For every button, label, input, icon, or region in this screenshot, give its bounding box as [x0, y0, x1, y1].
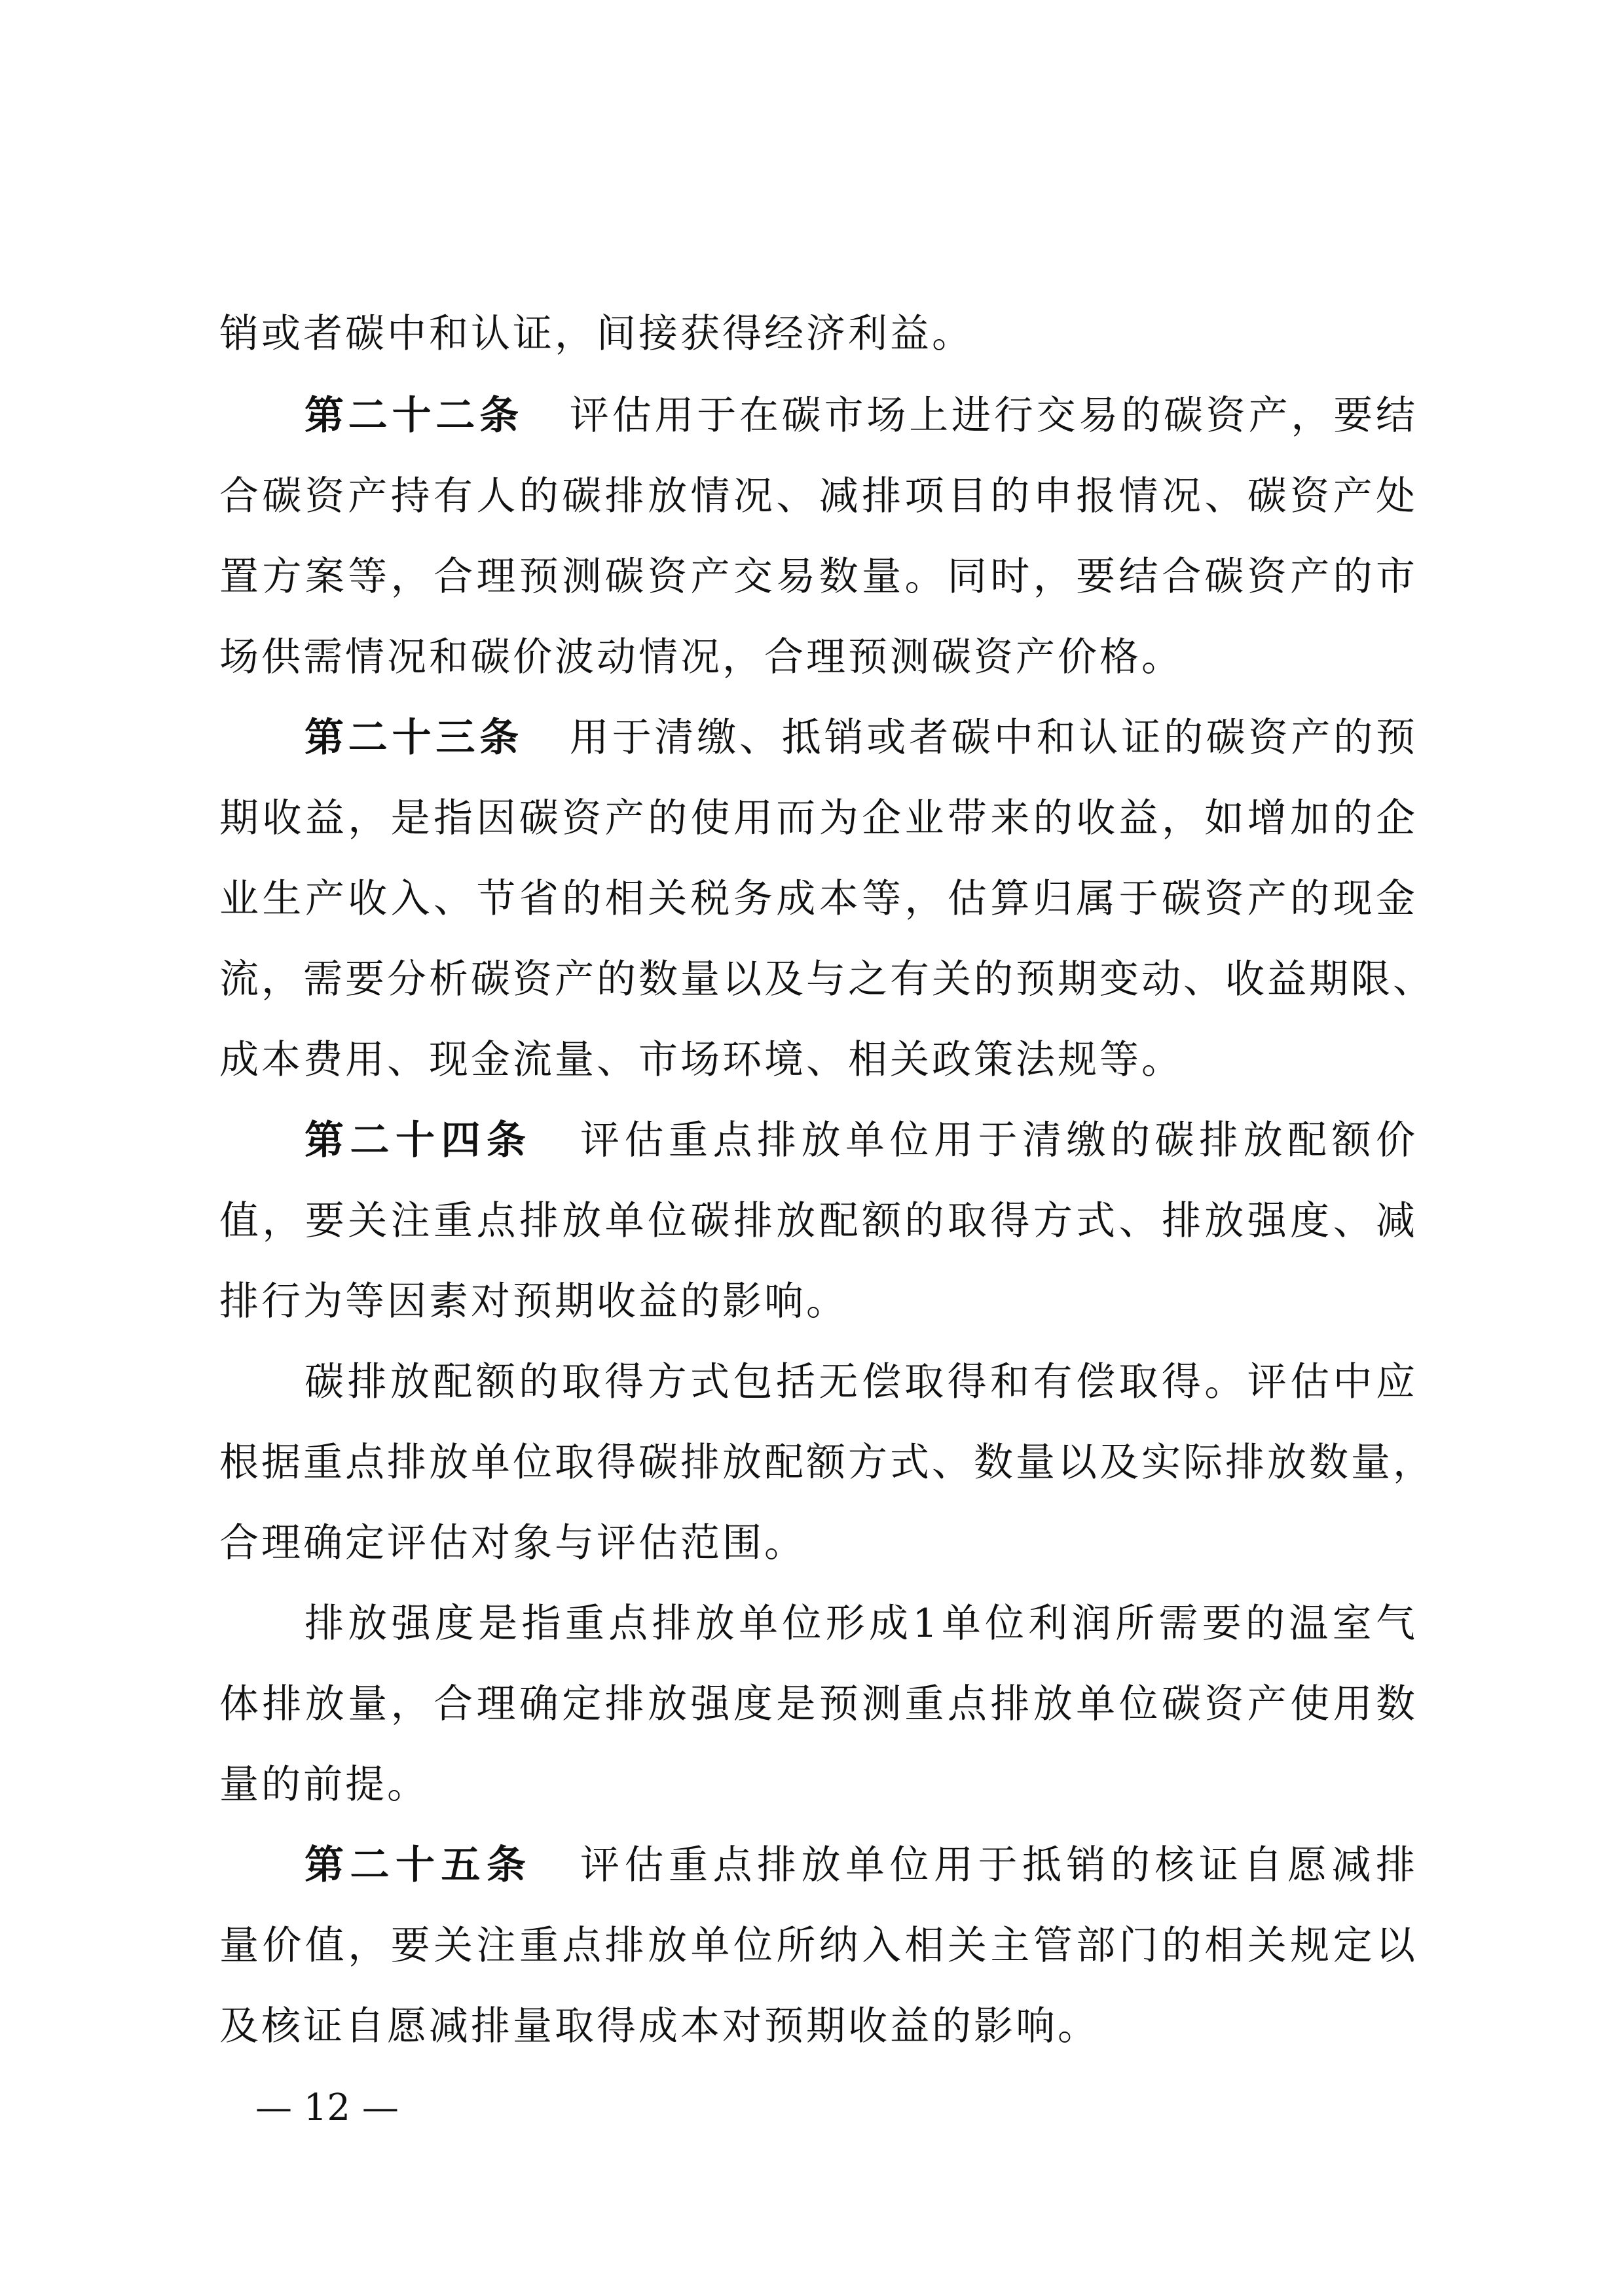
text-line: 量的前提。 — [219, 1762, 429, 1808]
page-number: — 12 — — [255, 2086, 399, 2129]
text-line: 根据重点排放单位取得碳排放配额方式、数量以及实际排放数量， — [219, 1440, 1435, 1485]
text-line: 排放强度是指重点排放单位形成1单位利润所需要的温室气 — [304, 1601, 1418, 1647]
article-25-first-line — [304, 1839, 1418, 1891]
text-line: 期收益，是指因碳资产的使用而为企业带来的收益，如增加的企 — [219, 795, 1418, 841]
article-number: 第二十二条 — [304, 393, 523, 439]
text-line: 置方案等，合理预测碳资产交易数量。同时，要结合碳资产的市 — [219, 554, 1418, 600]
text-line: 流，需要分析碳资产的数量以及与之有关的预期变动、收益期限、 — [219, 957, 1435, 1002]
text-line: 碳排放配额的取得方式包括无偿取得和有偿取得。评估中应 — [304, 1359, 1418, 1405]
text-line: 场供需情况和碳价波动情况，合理预测碳资产价格。 — [219, 634, 1183, 680]
text-line: 成本费用、现金流量、市场环境、相关政策法规等。 — [219, 1037, 1183, 1083]
text-line: 量价值，要关注重点排放单位所纳入相关主管部门的相关规定以 — [219, 1923, 1418, 1969]
text-line: 值，要关注重点排放单位碳排放配额的取得方式、排放强度、减 — [219, 1198, 1418, 1244]
text-line: 体排放量，合理确定排放强度是预测重点排放单位碳资产使用数 — [219, 1681, 1418, 1727]
text-line: 及核证自愿减排量取得成本对预期收益的影响。 — [219, 2003, 1099, 2049]
text-line: 合理确定评估对象与评估范围。 — [219, 1520, 806, 1566]
text-line: 评估用于在碳市场上进行交易的碳资产，要结 — [569, 393, 1418, 439]
text-line: 排行为等因素对预期收益的影响。 — [219, 1279, 848, 1324]
text-line: 用于清缴、抵销或者碳中和认证的碳资产的预 — [569, 715, 1418, 761]
article-number: 第二十五条 — [304, 1842, 532, 1888]
text-line: 评估重点排放单位用于抵销的核证自愿减排 — [578, 1842, 1418, 1888]
text-line: 评估重点排放单位用于清缴的碳排放配额价 — [578, 1118, 1418, 1163]
article-number: 第二十三条 — [304, 715, 523, 761]
article-number: 第二十四条 — [304, 1118, 532, 1163]
text-line: 销或者碳中和认证，间接获得经济利益。 — [219, 311, 974, 357]
article-24-first-line — [304, 1114, 1418, 1167]
article-23-first-line — [304, 712, 1418, 764]
article-22-first-line — [304, 390, 1418, 442]
text-line: 业生产收入、节省的相关税务成本等，估算归属于碳资产的现金 — [219, 876, 1418, 922]
text-line: 合碳资产持有人的碳排放情况、减排项目的申报情况、碳资产处 — [219, 473, 1418, 519]
